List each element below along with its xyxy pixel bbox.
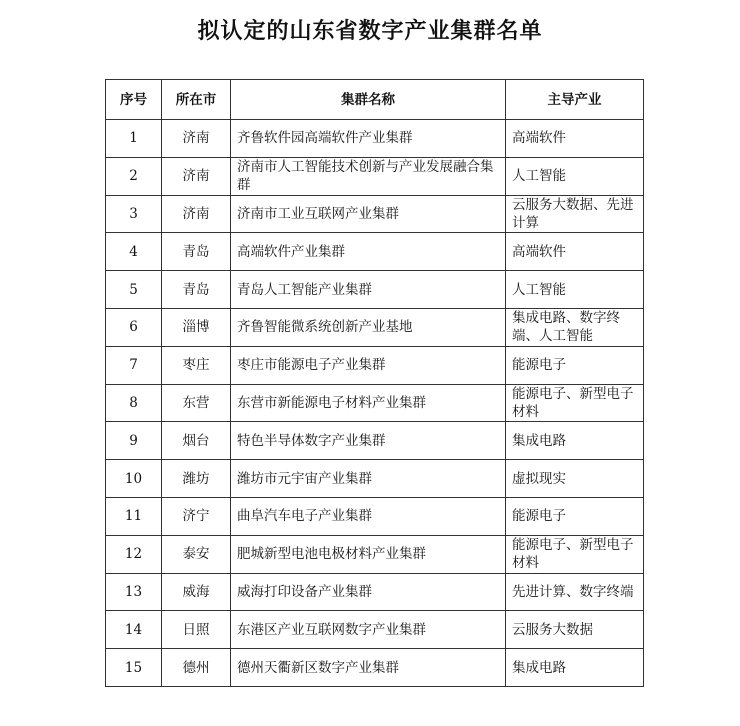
cell-cluster-name: 东营市新能源电子材料产业集群 <box>231 384 506 422</box>
cell-city: 日照 <box>162 611 231 649</box>
cell-city: 济南 <box>162 195 231 233</box>
cell-city: 威海 <box>162 573 231 611</box>
cell-serial-number: 15 <box>106 649 162 687</box>
page-title: 拟认定的山东省数字产业集群名单 <box>197 19 543 44</box>
table-row <box>106 346 644 384</box>
cell-city: 青岛 <box>162 271 231 309</box>
table-row <box>106 573 644 611</box>
cell-leading-industry: 虚拟现实 <box>506 460 644 498</box>
cell-serial-number: 4 <box>106 233 162 271</box>
cell-cluster-name: 德州天衢新区数字产业集群 <box>231 649 506 687</box>
table-row <box>106 308 644 346</box>
header-serial-number: 序号 <box>106 80 162 120</box>
table-row <box>106 649 644 687</box>
cell-leading-industry: 高端软件 <box>506 120 644 158</box>
cell-serial-number: 1 <box>106 120 162 158</box>
cell-serial-number: 3 <box>106 195 162 233</box>
cell-cluster-name: 济南市工业互联网产业集群 <box>231 195 506 233</box>
cell-serial-number: 10 <box>106 460 162 498</box>
cell-cluster-name: 齐鲁软件园高端软件产业集群 <box>231 120 506 158</box>
cell-leading-industry: 集成电路、数字终端、人工智能 <box>506 308 644 346</box>
cell-leading-industry: 集成电路 <box>506 649 644 687</box>
table-row <box>106 233 644 271</box>
cell-cluster-name: 济南市人工智能技术创新与产业发展融合集群 <box>231 157 506 195</box>
table-row <box>106 157 644 195</box>
cell-city: 济南 <box>162 157 231 195</box>
cell-cluster-name: 肥城新型电池电极材料产业集群 <box>231 535 506 573</box>
table-row <box>106 384 644 422</box>
cell-leading-industry: 人工智能 <box>506 271 644 309</box>
cell-leading-industry: 人工智能 <box>506 157 644 195</box>
cell-serial-number: 14 <box>106 611 162 649</box>
cell-leading-industry: 高端软件 <box>506 233 644 271</box>
table-row <box>106 271 644 309</box>
cell-leading-industry: 能源电子、新型电子材料 <box>506 384 644 422</box>
table-row <box>106 422 644 460</box>
cell-leading-industry: 云服务大数据 <box>506 611 644 649</box>
cell-leading-industry: 能源电子 <box>506 346 644 384</box>
cell-leading-industry: 能源电子 <box>506 497 644 535</box>
cell-cluster-name: 齐鲁智能微系统创新产业基地 <box>231 308 506 346</box>
cell-cluster-name: 潍坊市元宇宙产业集群 <box>231 460 506 498</box>
cell-city: 青岛 <box>162 233 231 271</box>
table-row <box>106 535 644 573</box>
cell-city: 潍坊 <box>162 460 231 498</box>
cell-city: 德州 <box>162 649 231 687</box>
cell-serial-number: 8 <box>106 384 162 422</box>
cell-leading-industry: 先进计算、数字终端 <box>506 573 644 611</box>
cell-cluster-name: 青岛人工智能产业集群 <box>231 271 506 309</box>
cell-serial-number: 7 <box>106 346 162 384</box>
table-row <box>106 460 644 498</box>
cell-serial-number: 9 <box>106 422 162 460</box>
header-cluster-name: 集群名称 <box>231 80 506 120</box>
cell-city: 烟台 <box>162 422 231 460</box>
cell-city: 枣庄 <box>162 346 231 384</box>
cluster-table <box>105 79 644 687</box>
table-row <box>106 497 644 535</box>
cell-city: 东营 <box>162 384 231 422</box>
header-city: 所在市 <box>162 80 231 120</box>
cell-serial-number: 5 <box>106 271 162 309</box>
cell-city: 泰安 <box>162 535 231 573</box>
cell-cluster-name: 枣庄市能源电子产业集群 <box>231 346 506 384</box>
cell-serial-number: 2 <box>106 157 162 195</box>
cell-city: 济宁 <box>162 497 231 535</box>
table-row <box>106 120 644 158</box>
cell-cluster-name: 曲阜汽车电子产业集群 <box>231 497 506 535</box>
cell-serial-number: 11 <box>106 497 162 535</box>
cell-serial-number: 12 <box>106 535 162 573</box>
table-header-row <box>106 80 644 120</box>
cell-city: 淄博 <box>162 308 231 346</box>
header-leading-industry: 主导产业 <box>506 80 644 120</box>
cell-serial-number: 6 <box>106 308 162 346</box>
cell-cluster-name: 高端软件产业集群 <box>231 233 506 271</box>
cell-cluster-name: 威海打印设备产业集群 <box>231 573 506 611</box>
cell-cluster-name: 东港区产业互联网数字产业集群 <box>231 611 506 649</box>
table-row <box>106 195 644 233</box>
cell-leading-industry: 能源电子、新型电子材料 <box>506 535 644 573</box>
table-row <box>106 611 644 649</box>
cell-city: 济南 <box>162 120 231 158</box>
cell-serial-number: 13 <box>106 573 162 611</box>
cell-leading-industry: 云服务大数据、先进计算 <box>506 195 644 233</box>
cell-leading-industry: 集成电路 <box>506 422 644 460</box>
cell-cluster-name: 特色半导体数字产业集群 <box>231 422 506 460</box>
